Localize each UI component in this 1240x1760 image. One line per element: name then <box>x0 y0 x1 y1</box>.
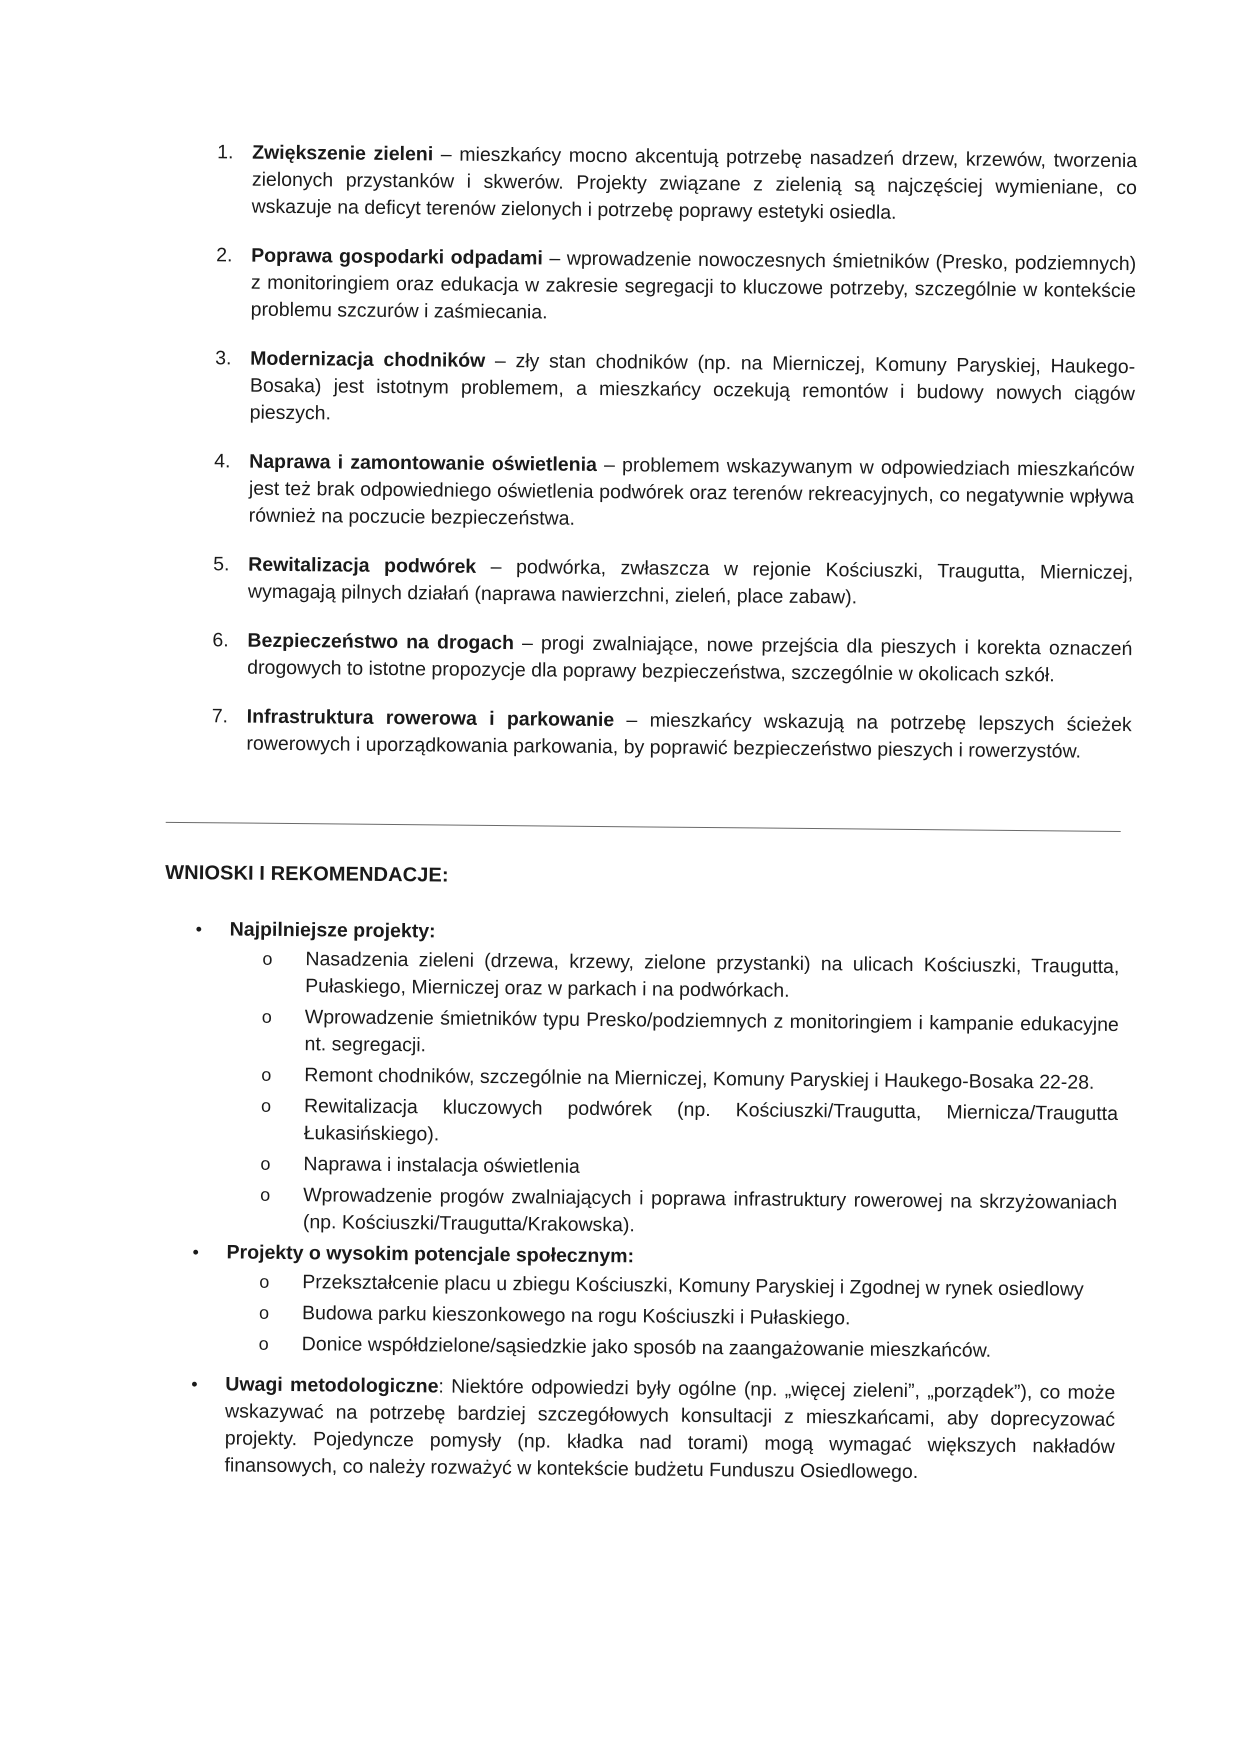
sub-item <box>260 1182 1117 1244</box>
circle-bullet-icon: o <box>259 1271 270 1292</box>
sub-item-text: Przekształcenie placu u zbiegu Kościuszki, Komuny Paryskiej i Zgodnej w rynek osiedlowy <box>302 1271 1084 1301</box>
item-title: Naprawa i zamontowanie oświetlenia <box>249 450 598 476</box>
item-text: – zły stan chodników (np. na Mierniczej, Komuny Paryskiej, Haukego-Bosaka) jest istotnym problemem, a mieszkańcy oczekują remontów i budowy nowych ciągów pieszych. <box>249 349 1136 425</box>
section-heading: WNIOSKI I REKOMENDACJE: <box>165 861 449 887</box>
sub-item <box>260 1151 1117 1186</box>
item-title: Modernizacja chodników <box>250 347 486 372</box>
sub-item-text: Donice współdzielone/sąsiedzkie jako sposób na zaangażowanie mieszkańców. <box>301 1333 992 1362</box>
item-text: – mieszkańcy mocno akcentują potrzebę nasadzeń drzew, krzewów, tworzenia zielonych przystanków i skwerów. Projekty związane z zielenią są najczęściej wymieniane, co wskazuje na deficyt terenów zielonych i potrzebę poprawy estetyki osiedla. <box>251 143 1138 224</box>
sub-item <box>259 1269 1116 1304</box>
item-text: – mieszkańcy wskazują na potrzebę lepszych ścieżek rowerowych i uporządkowania parkowania, by poprawić bezpieczeństwo pieszych i rowerzystów. <box>246 709 1132 763</box>
bullet-icon: • <box>192 1242 200 1263</box>
finding-item <box>211 703 1131 766</box>
sub-item <box>259 1331 1116 1366</box>
bullet-urgent-projects <box>187 916 1120 1244</box>
item-text: – wprowadzenie nowoczesnych śmietników (Presko, podziemnych) z monitoringiem oraz edukacja w zakresie segregacji to kluczowe potrzeby, szczególnie w kontekście problemu szczurów i zaśmiecania. <box>250 247 1137 324</box>
horizontal-divider <box>166 822 1121 832</box>
bullet-colon: : <box>428 920 436 943</box>
sub-item <box>261 1004 1118 1066</box>
sub-item <box>259 1300 1116 1335</box>
bullet-title: Uwagi metodologiczne <box>225 1373 439 1398</box>
sub-item-text: Naprawa i instalacja oświetlenia <box>303 1153 580 1178</box>
bullet-icon: • <box>195 919 203 940</box>
circle-bullet-icon: o <box>258 1333 269 1354</box>
sub-item <box>262 946 1119 1008</box>
circle-bullet-icon: o <box>260 1153 271 1174</box>
circle-bullet-icon: o <box>260 1095 272 1116</box>
circle-bullet-icon: o <box>261 1064 272 1085</box>
item-number: 7. <box>211 705 229 728</box>
sub-item-text: Budowa parku kieszonkowego na rogu Kościuszki i Pułaskiego. <box>301 1302 851 1330</box>
item-title: Rewitalizacja podwórek <box>248 553 477 578</box>
circle-bullet-icon: o <box>260 1184 271 1205</box>
item-number: 1. <box>217 141 234 164</box>
circle-bullet-icon: o <box>261 1006 272 1027</box>
item-title: Poprawa gospodarki odpadami <box>251 244 543 270</box>
item-text: – podwórka, zwłaszcza w rejonie Kościuszki, Traugutta, Mierniczej, wymagają pilnych działań (naprawa nawierzchni, zieleń, place zabaw). <box>247 555 1134 609</box>
finding-item <box>212 627 1132 690</box>
sub-item-text: Rewitalizacja kluczowych podwórek (np. Kościuszki/Traugutta, Miernicza/Traugutta Łukasińskiego). <box>303 1095 1119 1146</box>
circle-bullet-icon: o <box>258 1302 270 1323</box>
bullet-methodology <box>184 1371 1115 1488</box>
bullet-social-projects <box>186 1239 1117 1366</box>
item-number: 2. <box>216 244 233 267</box>
bullet-title: Projekty o wysokim potencjale społecznym <box>226 1241 628 1268</box>
bullet-text: : Niektóre odpowiedzi były ogólne (np. „więcej zieleni”, „porządek”), co może wskazywać na potrzebę bardziej szczegółowych konsultacji z mieszkańcami, aby doprecyzować projekty. Pojedyncze pomysły (np. kładka nad torami) mogą wymagać większych nakładów finansowych, co należy rozważyć w kontekście budżetu Funduszu Osiedlowego. <box>224 1375 1116 1484</box>
findings-list <box>211 139 1137 788</box>
finding-item <box>213 551 1133 614</box>
item-number: 4. <box>214 450 231 473</box>
sub-item <box>261 1093 1118 1155</box>
finding-item <box>216 242 1137 332</box>
circle-bullet-icon: o <box>262 948 273 969</box>
item-number: 6. <box>212 629 229 652</box>
item-title: Bezpieczeństwo na drogach <box>247 629 515 655</box>
sub-item-text: Wprowadzenie progów zwalniających i poprawa infrastruktury rowerowej na skrzyżowaniach (np. Kościuszki/Traugutta/Krakowska). <box>302 1184 1118 1237</box>
item-title: Infrastruktura rowerowa i parkowanie <box>246 705 615 732</box>
sub-item-text: Wprowadzenie śmietników typu Presko/podziemnych z monitoringiem i kampanie edukacyjne nt. segregacji. <box>304 1006 1119 1057</box>
bullet-colon: : <box>627 1245 635 1268</box>
recommendations <box>184 916 1119 1488</box>
item-number: 5. <box>213 553 230 576</box>
item-number: 3. <box>215 347 232 370</box>
finding-item <box>214 448 1135 538</box>
bullet-title: Najpilniejsze projekty <box>229 918 430 943</box>
item-text: – progi zwalniające, nowe przejścia dla pieszych i korekta oznaczeń drogowych to istotne propozycje dla poprawy bezpieczeństwa, szczególnie w okolicach szkół. <box>247 632 1133 687</box>
sub-item-text: Remont chodników, szczególnie na Mierniczej, Komuny Paryskiej i Haukego-Bosaka 22-28. <box>304 1064 1095 1094</box>
social-projects-list <box>226 1268 1117 1366</box>
sub-item <box>261 1062 1118 1097</box>
sub-item-text: Nasadzenia zieleni (drzewa, krzewy, zielone przystanki) na ulicach Kościuszki, Traugutta, Pułaskiego, Mierniczej oraz w parkach i na podwórkach. <box>305 948 1120 1002</box>
urgent-projects-list <box>227 945 1120 1244</box>
finding-item <box>217 139 1138 229</box>
item-title: Zwiększenie zieleni <box>252 141 434 166</box>
bullet-icon: • <box>191 1374 198 1395</box>
item-text: – problemem wskazywanym w odpowiedziach mieszkańców jest też brak odpowiedniego oświetlenia podwórek oraz terenów rekreacyjnych, co negatywnie wpływa również na poczucie bezpieczeństwa. <box>248 453 1135 530</box>
finding-item <box>215 345 1136 435</box>
